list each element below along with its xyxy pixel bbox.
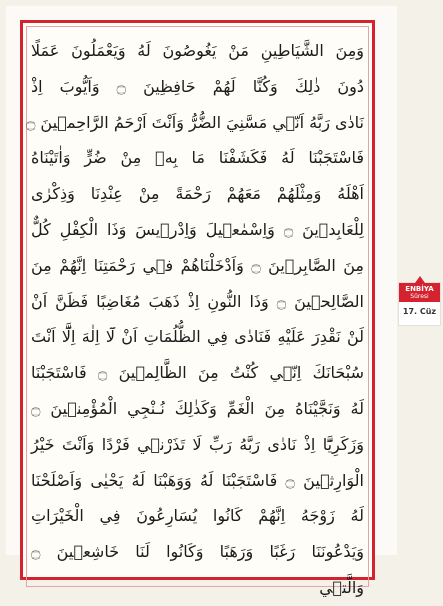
surah-tab-header	[399, 283, 440, 302]
verse-line: وَمِنَ الشَّيَاطِينِ مَنْ يَغُوصُونَ لَهُ وَيَعْمَلُونَ عَمَلًا	[31, 41, 364, 60]
verse-line: فَاسْتَجَبْنَا لَهُ فَكَشَفْنَا مَا بِه۪ مِنْ ضُرٍّ وَاٰتَيْنَاهُ	[31, 148, 364, 168]
verse-line: مِنَ الصَّابِر۪ينَ ۝ وَاَدْخَلْنَاهُمْ ف۪ي رَحْمَتِنَا اِنَّهُمْ مِنَ	[31, 255, 364, 275]
verse-line: وَزَكَرِيَّٓا اِذْ نَادٰى رَبَّهُ رَبِّ لَا تَذَرْن۪ي فَرْدًا وَاَنْتَ خَيْرُ	[31, 434, 364, 454]
surah-subtitle: Sûresi	[410, 293, 429, 300]
verse-line: سُبْحَانَكَ اِنّ۪ي كُنْتُ مِنَ الظَّالِم۪ينَ ۝ فَاسْتَجَبْنَا	[31, 363, 364, 383]
verse-line: نَادٰى رَبَّهُ اَنّ۪ي مَسَّنِيَ الضُّرُّ وَاَنْتَ اَرْحَمُ الرَّاحِم۪ينَ ۝	[25, 112, 364, 132]
verse-line: الصَّالِح۪ينَ ۝ وَذَا النُّونِ اِذْ ذَهَبَ مُغَاضِبًا فَظَنَّ اَنْ	[31, 291, 365, 311]
verse-line: دُونَ ذٰلِكَ وَكُنَّا لَهُمْ حَافِظِينَ ۝ وَاَيُّوبَ اِذْ	[31, 76, 364, 96]
verse-line: لَهُ وَنَجَّيْنَاهُ مِنَ الْغَمِّ وَكَذٰلِكَ نُـنْجِي الْمُؤْمِن۪ينَ ۝	[31, 398, 364, 418]
verse-line: الْوَارِث۪ينَ ۝ فَاسْتَجَبْنَا لَهُ وَوَهَبْنَا لَهُ يَحْيٰى وَاَصْلَحْنَا	[31, 470, 365, 490]
verse-text-block	[25, 33, 365, 606]
verse-line: لَنْ نَقْدِرَ عَلَيْهِ فَنَادٰى فِي الظُّلُمَاتِ اَنْ لَٓا اِلٰهَ اِلَّٓا اَنْتَ	[31, 327, 364, 347]
verse-line: اَهْلَهُ وَمِثْلَهُمْ مَعَهُمْ رَحْمَةً مِنْ عِنْدِنَا وَذِكْرٰى	[31, 184, 364, 204]
page-frame	[20, 20, 375, 597]
verse-line: لَهُ زَوْجَهُ اِنَّهُمْ كَانُوا يُسَارِعُونَ فِي الْخَيْرَاتِ	[31, 506, 364, 526]
tab-notch-icon	[415, 276, 425, 283]
verse-line: لِلْعَابِد۪ينَ ۝ وَاِسْمٰع۪يلَ وَاِدْر۪يسَ وَذَا الْكِفْلِ كُلٌّ	[31, 219, 365, 239]
juz-label: 17. Cüz	[402, 307, 437, 316]
verse-line: وَيَدْعُونَنَا رَغَبًا وَرَهَبًا وَكَانُوا لَنَا خَاشِع۪ينَ ۝	[31, 542, 364, 562]
surah-tab[interactable]	[398, 282, 441, 326]
mushaf-page	[6, 6, 397, 597]
surah-name: ENBİYA	[405, 285, 434, 293]
verse-line: وَالَّت۪ي	[319, 577, 364, 597]
